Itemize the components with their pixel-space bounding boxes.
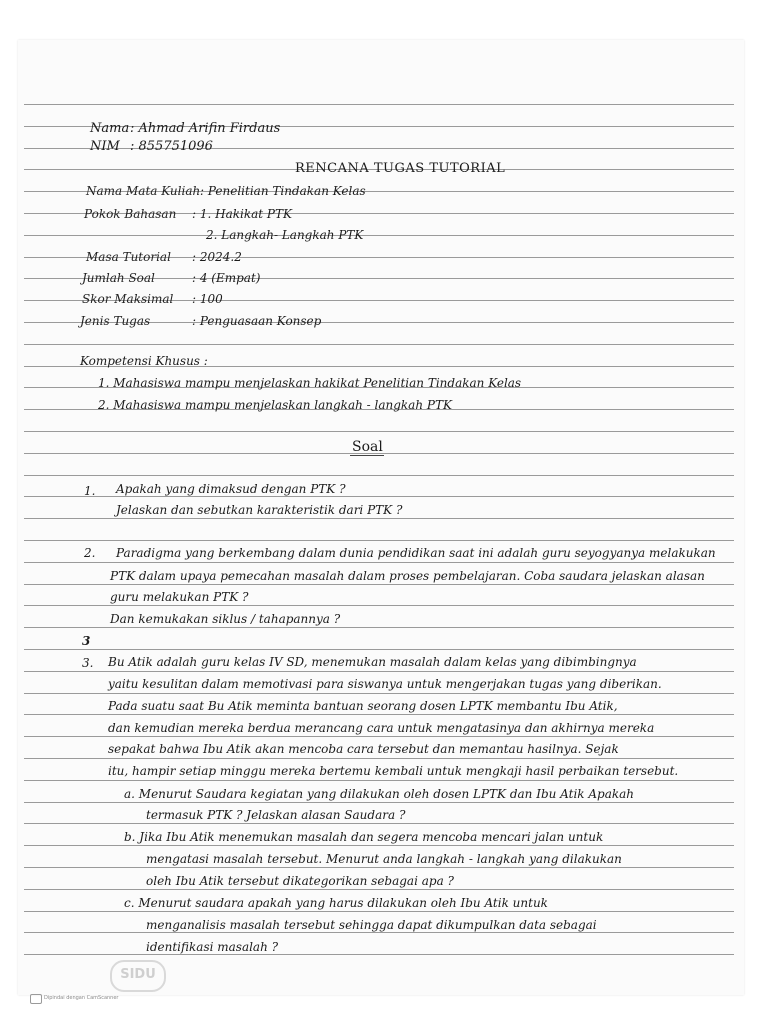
q2-number: 2. [84,546,96,560]
kompetensi-item-2: 2. Mahasiswa mampu menjelaskan langkah - langkah PTK [98,398,452,412]
ruled-line [24,235,734,236]
nama-label: Nama [90,121,130,136]
ruled-line [24,431,734,432]
ruled-line [24,649,734,650]
info-value-jumlah-soal: : 4 (Empat) [192,271,261,285]
soal-underline [350,455,384,456]
scanner-footer-text: Dipindai dengan CamScanner [44,995,119,1001]
q2-line: PTK dalam upaya pemecahan masalah dalam proses pembelajaran. Coba saudara jelaskan alasan [110,569,705,583]
ruled-line [24,344,734,345]
q3-sub-line: identifikasi masalah ? [146,940,279,954]
q3-sub-line: oleh Ibu Atik tersebut dikategorikan sebagai apa ? [146,874,454,888]
q3-number: 3. [82,656,94,670]
ruled-line [24,540,734,541]
q3-sub-line: menganalisis masalah tersebut sehingga dapat dikumpulkan data sebagai [146,918,597,932]
q3-sub-line: a. Menurut Saudara kegiatan yang dilakukan oleh dosen LPTK dan Ibu Atik Apakah [124,787,635,801]
info-value-masa-tutorial: : 2024.2 [192,250,242,264]
kompetensi-heading: Kompetensi Khusus : [80,354,208,368]
ruled-line [24,932,734,933]
info-label-jenis-tugas: Jenis Tugas [80,314,151,328]
kompetensi-item-1: 1. Mahasiswa mampu menjelaskan hakikat Penelitian Tindakan Kelas [98,376,522,390]
q2-line: Dan kemukakan siklus / tahapannya ? [110,612,341,626]
ruled-line [24,802,734,803]
q2-line: guru melakukan PTK ? [110,590,249,604]
info-label-mata-kuliah: Nama Mata Kuliah [86,184,201,198]
q1-number: 1. [84,484,96,498]
q3-sub-line: termasuk PTK ? Jelaskan alasan Saudara ? [146,808,406,822]
q3-line: yaitu kesulitan dalam memotivasi para siswanya untuk mengerjakan tugas yang diberikan. [108,677,662,691]
ruled-line [24,823,734,824]
q3-line: sepakat bahwa Ibu Atik akan mencoba cara tersebut dan memantau hasilnya. Sejak [108,742,619,756]
ruled-line [24,845,734,846]
q3-line: itu, hampir setiap minggu mereka bertemu kembali untuk mengkaji hasil perbaikan tersebut. [108,764,679,778]
info-label-jumlah-soal: Jumlah Soal [82,271,155,285]
ruled-line [24,693,734,694]
info-label-pokok-bahasan: Pokok Bahasan [84,207,177,221]
q3-line: Pada suatu saat Bu Atik meminta bantuan seorang dosen LPTK membantu Ibu Atik, [108,699,618,713]
q1-line: Jelaskan dan sebutkan karakteristik dari PTK ? [116,503,403,517]
info-value-mata-kuliah: : Penelitian Tindakan Kelas [200,184,366,198]
soal-heading: Soal [352,439,383,455]
nama-value: : Ahmad Arifin Firdaus [130,121,281,136]
ruled-line [24,584,734,585]
stray-mark: 3 [82,634,91,648]
ruled-line [24,714,734,715]
ruled-line [24,671,734,672]
q3-line: Bu Atik adalah guru kelas IV SD, menemukan masalah dalam kelas yang dibimbingnya [108,655,637,669]
ruled-line [24,954,734,955]
ruled-line [24,475,734,476]
scanner-logo-icon [30,994,42,1004]
ruled-line [24,758,734,759]
nim-label: NIM [90,139,120,154]
ruled-line [24,867,734,868]
page-title: RENCANA TUGAS TUTORIAL [295,161,506,176]
ruled-line [24,889,734,890]
q1-line: Apakah yang dimaksud dengan PTK ? [116,482,346,496]
info-label-skor-maksimal: Skor Maksimal [82,292,174,306]
q3-line: dan kemudian mereka berdua merancang cara untuk mengatasinya dan akhirnya mereka [108,721,655,735]
q2-line: Paradigma yang berkembang dalam dunia pendidikan saat ini adalah guru seyogyanya melakukan [116,546,716,560]
ruled-line [24,780,734,781]
info-value-jenis-tugas: : Penguasaan Konsep [192,314,322,328]
q3-sub-line: b. Jika Ibu Atik menemukan masalah dan segera mencoba mencari jalan untuk [124,830,604,844]
info-value-pokok-bahasan-1: : 1. Hakikat PTK [192,207,292,221]
sidu-stamp-logo: SIDU [110,960,166,992]
ruled-line [24,518,734,519]
ruled-line [24,911,734,912]
ruled-line [24,562,734,563]
info-value-pokok-bahasan-2: 2. Langkah- Langkah PTK [206,228,364,242]
ruled-line [24,104,734,105]
nim-value: : 855751096 [130,139,213,154]
ruled-line [24,496,734,497]
q3-sub-line: mengatasi masalah tersebut. Menurut anda langkah - langkah yang dilakukan [146,852,622,866]
ruled-line [24,627,734,628]
info-label-masa-tutorial: Masa Tutorial [86,250,171,264]
ruled-line [24,605,734,606]
q3-sub-line: c. Menurut saudara apakah yang harus dilakukan oleh Ibu Atik untuk [124,896,548,910]
ruled-line [24,736,734,737]
info-value-skor-maksimal: : 100 [192,292,223,306]
